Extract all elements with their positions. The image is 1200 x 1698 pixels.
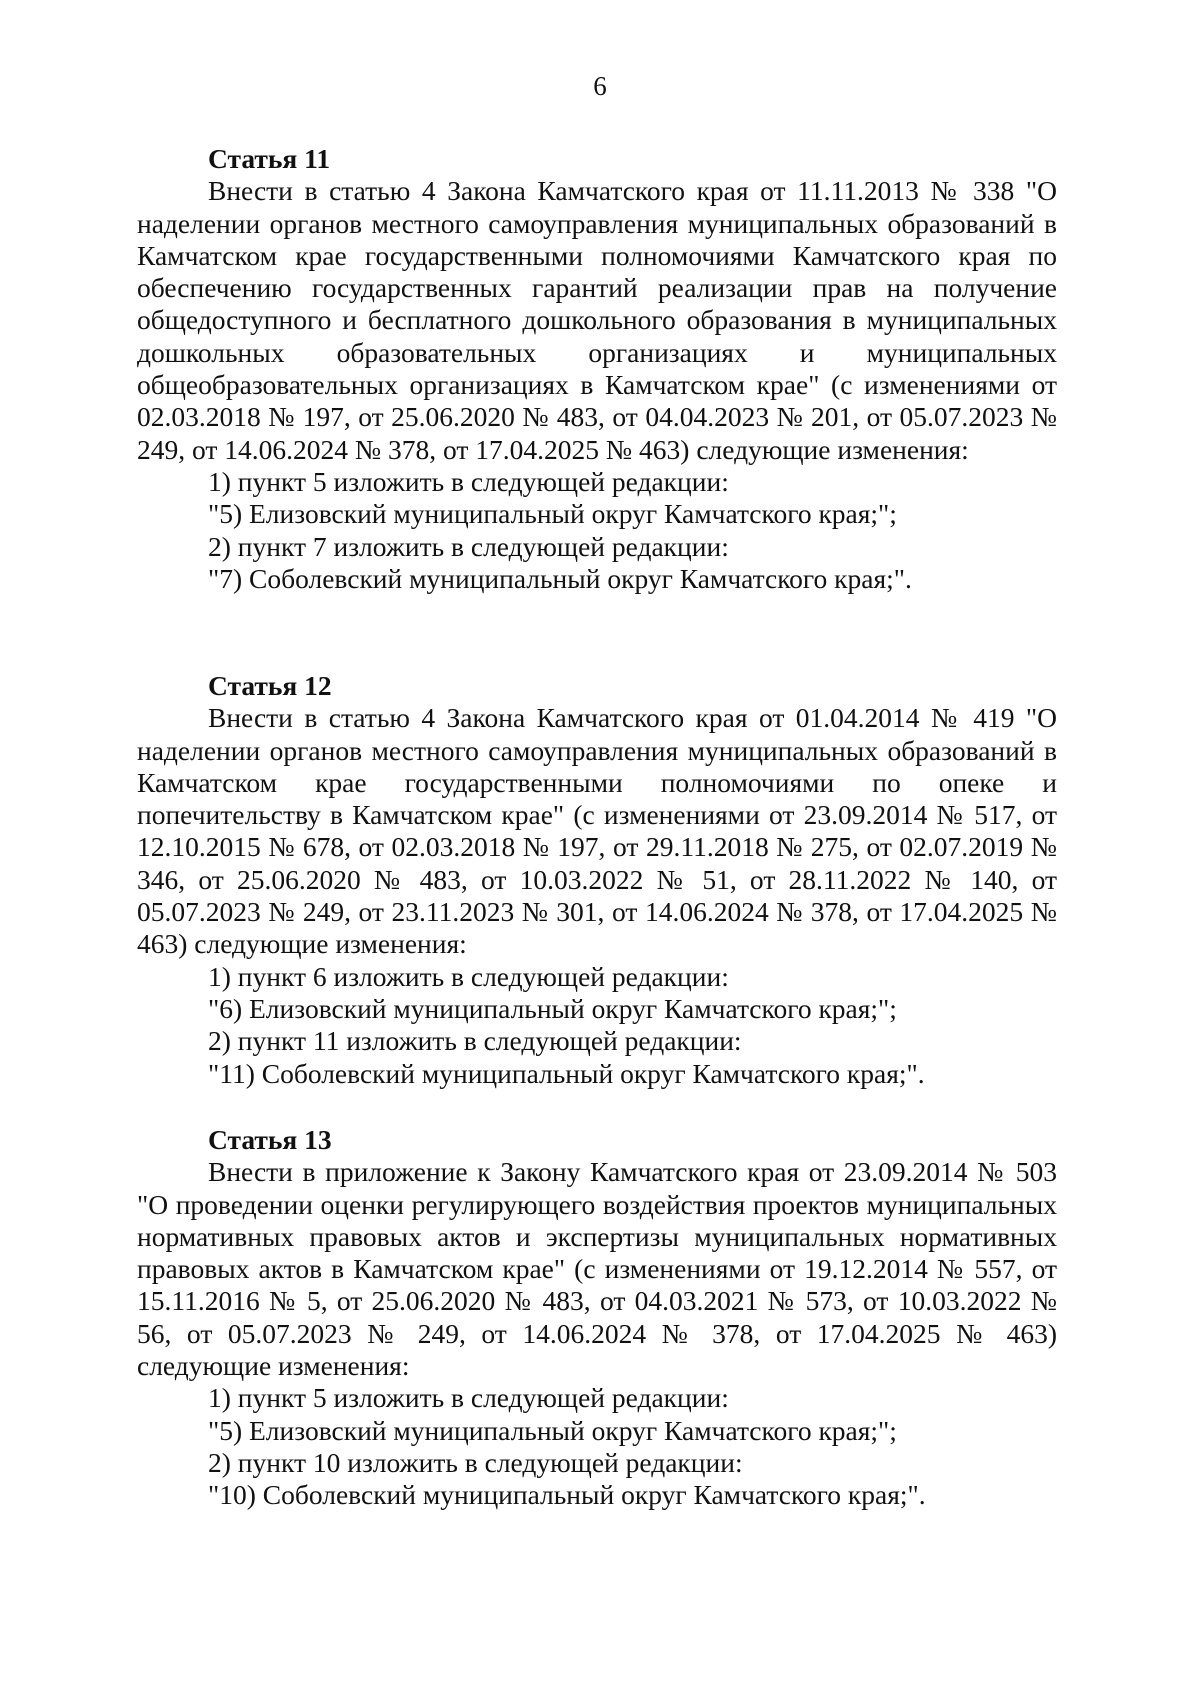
article-body: Внести в приложение к Закону Камчатского края от 23.09.2014 № 503 "О проведении оценки регулирующего воздействия проектов муниципальных нормативных правовых актов и экспертизы муниципальных нормативных правовых актов в Камчатском крае" (с изменениями от 19.12.2014 № 557, от 15.11.2016 № 5, от 25.06.2020 № 483, от 04.03.2021 № 573, от 10.03.2022 № 56, от 05.07.2023 № 249, от 14.06.2024 № 378, от 17.04.2025 № 463) следующие изменения: — [137, 1156, 1057, 1382]
amendment-item: "10) Соболевский муниципальный округ Камчатского края;". — [208, 1479, 926, 1511]
amendment-item: 2) пункт 7 изложить в следующей редакции: — [208, 530, 729, 562]
amendment-item: 2) пункт 10 изложить в следующей редакции: — [208, 1446, 743, 1478]
article-13 — [137, 1124, 1057, 1512]
article-12 — [137, 670, 1057, 1090]
article-heading: Статья 11 — [208, 143, 331, 174]
article-heading: Статья 13 — [208, 1124, 332, 1155]
amendment-item: 1) пункт 5 изложить в следующей редакции: — [208, 465, 729, 497]
article-body: Внести в статью 4 Закона Камчатского края от 11.11.2013 № 338 "О наделении органов местного самоуправления муниципальных образований в Камчатском крае государственными полномочиями Камчатского края по обеспечению государственных гарантий реализации прав на получение общедоступного и бесплатного дошкольного образования в муниципальных дошкольных образовательных организациях и муниципальных общеобразовательных организациях в Камчатском крае" (с изменениями от 02.03.2018 № 197, от 25.06.2020 № 483, от 04.04.2023 № 201, от 05.07.2023 № 249, от 14.06.2024 № 378, от 17.04.2025 № 463) следующие изменения: — [137, 175, 1057, 465]
amendment-item: 2) пункт 11 изложить в следующей редакции: — [208, 1025, 742, 1057]
article-heading: Статья 12 — [208, 670, 332, 701]
amendment-item: 1) пункт 6 изложить в следующей редакции: — [208, 960, 729, 992]
article-body: Внести в статью 4 Закона Камчатского края от 01.04.2014 № 419 "О наделении органов местного самоуправления муниципальных образований в Камчатском крае государственными полномочиями по опеке и попечительству в Камчатском крае" (с изменениями от 23.09.2014 № 517, от 12.10.2015 № 678, от 02.03.2018 № 197, от 29.11.2018 № 275, от 02.07.2019 № 346, от 25.06.2020 № 483, от 10.03.2022 № 51, от 28.11.2022 № 140, от 05.07.2023 № 249, от 23.11.2023 № 301, от 14.06.2024 № 378, от 17.04.2025 № 463) следующие изменения: — [137, 702, 1057, 960]
amendment-item: "6) Елизовский муниципальный округ Камчатского края;"; — [208, 992, 897, 1024]
amendment-item: 1) пункт 5 изложить в следующей редакции: — [208, 1382, 729, 1414]
article-11 — [137, 143, 1057, 595]
amendment-item: "11) Соболевский муниципальный округ Камчатского края;". — [208, 1057, 925, 1089]
amendment-item: "5) Елизовский муниципальный округ Камчатского края;"; — [208, 498, 897, 530]
amendment-item: "5) Елизовский муниципальный округ Камчатского края;"; — [208, 1414, 897, 1446]
page-number: 6 — [593, 71, 607, 101]
amendment-item: "7) Соболевский муниципальный округ Камчатского края;". — [208, 562, 912, 594]
